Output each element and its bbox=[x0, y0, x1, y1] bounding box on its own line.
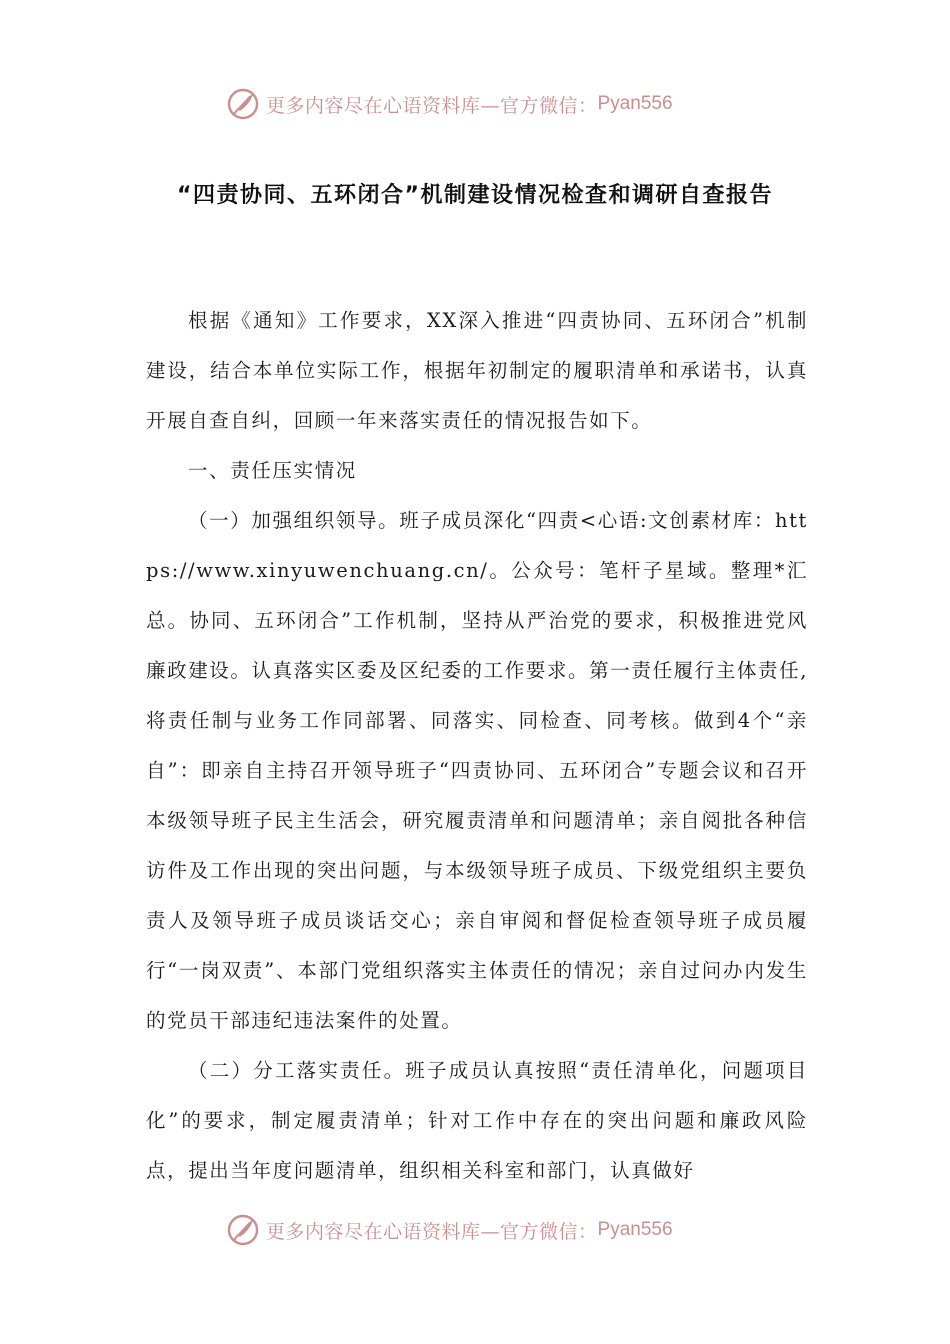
document-title: “四责协同、五环闭合”机制建设情况检查和调研自查报告 bbox=[177, 183, 773, 208]
watermark-text: 更多内容尽在心语资料库—官方微信： bbox=[266, 94, 598, 117]
quill-logo-icon bbox=[226, 1213, 260, 1247]
watermark-handle: Pyan556 bbox=[597, 1219, 673, 1240]
section-heading: 一、责任压实情况 bbox=[188, 459, 357, 482]
footer-watermark bbox=[226, 1210, 746, 1250]
body-paragraph: （二）分工落实责任。班子成员认真按照“责任清单化，问题项目化”的要求，制定履责清单；针对工作中存在的突出问题和廉政风险点，提出当年度问题清单，组织相关科室和部门，认真做好 bbox=[146, 1059, 808, 1182]
header-watermark bbox=[226, 84, 746, 124]
body-paragraph: （一）加强组织领导。班子成员深化“四责<心语:文创素材库：https://www.xinyuwenchuang.cn/。公众号：笔杆子星域。整理*汇总。协同、五环闭合”工作机制，坚持从严治党的要求，积极推进党风廉政建设。认真落实区委及区纪委的工作要求。第一责任履行主体责任,将责任制与业务工作同部署、同落实、同检查、同考核。做到4个“亲自”：即亲自主持召开领导班子“四责协同、五环闭合”专题会议和召开本级领导班子民主生活会，研究履责清单和问题清单；亲自阅批各种信访件及工作出现的突出问题，与本级领导班子成员、下级党组织主要负责人及领导班子成员谈话交心；亲自审阅和督促检查领导班子成员履行“一岗双责”、本部门党组织落实主体责任的情况；亲自过问办内发生的党员干部违纪违法案件的处置。 bbox=[146, 509, 808, 1032]
watermark-text: 更多内容尽在心语资料库—官方微信： bbox=[266, 1220, 598, 1243]
intro-paragraph: 根据《通知》工作要求，XX深入推进“四责协同、五环闭合”机制建设，结合本单位实际工作，根据年初制定的履职清单和承诺书，认真开展自查自纠，回顾一年来落实责任的情况报告如下。 bbox=[146, 309, 808, 432]
watermark-handle: Pyan556 bbox=[597, 93, 673, 114]
document-body bbox=[146, 296, 808, 1196]
quill-logo-icon bbox=[226, 87, 260, 121]
